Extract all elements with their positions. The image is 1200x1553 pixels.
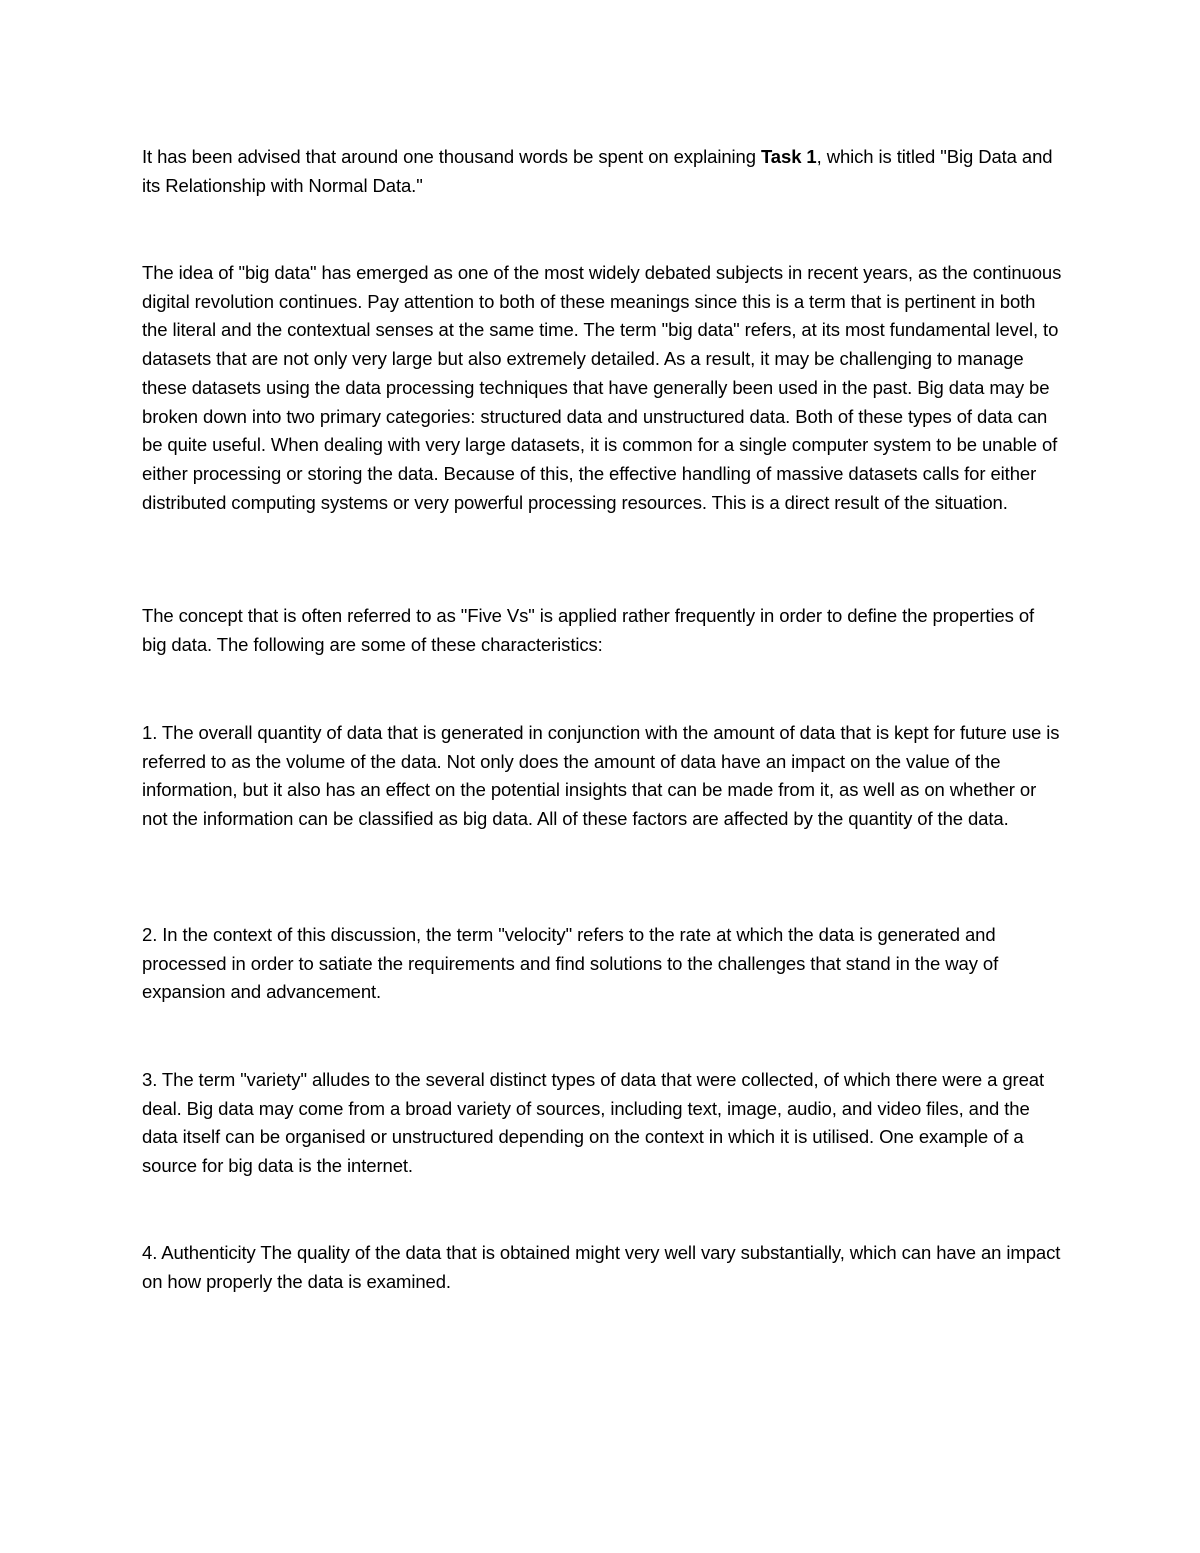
intro-text-start: It has been advised that around one thousand words be spent on explaining xyxy=(142,146,761,167)
intro-paragraph xyxy=(142,143,1062,200)
authenticity-paragraph: 4. Authenticity The quality of the data that is obtained might very well vary substantially, which can have an impact on how properly the data is examined. xyxy=(142,1242,1061,1292)
big-data-definition-paragraph: The idea of "big data" has emerged as one of the most widely debated subjects in recent years, as the continuous digital revolution continues. Pay attention to both of these meanings since this is a term that is pertinent in both the literal and the contextual senses at the same time. The term "big data" refers, at its most fundamental level, to datasets that are not only very large but also extremely detailed. As a result, it may be challenging to manage these datasets using the data processing techniques that have generally been used in the past. Big data may be broken down into two primary categories: structured data and unstructured data. Both of these types of data can be quite useful. When dealing with very large datasets, it is common for a single computer system to be unable of either processing or storing the data. Because of this, the effective handling of massive datasets calls for either distributed computing systems or very powerful processing resources. This is a direct result of the situation. xyxy=(142,262,1062,513)
task-label: Task 1 xyxy=(760,146,817,167)
variety-paragraph: 3. The term "variety" alludes to the several distinct types of data that were collected, of which there were a great deal. Big data may come from a broad variety of sources, including text, image, audio, and video files, and the data itself can be organised or unstructured depending on the context in which it is utilised. One example of a source for big data is the internet. xyxy=(142,1069,1044,1177)
velocity-paragraph: 2. In the context of this discussion, the term "velocity" refers to the rate at which the data is generated and processed in order to satiate the requirements and find solutions to the challenges that stand in the way of expansion and advancement. xyxy=(142,924,999,1003)
five-vs-intro-paragraph: The concept that is often referred to as "Five Vs" is applied rather frequently in order to define the properties of big data. The following are some of these characteristics: xyxy=(142,605,1035,655)
intro-text-end: , which is titled "Big Data and its Relationship with Normal Data." xyxy=(142,146,1053,196)
volume-paragraph: 1. The overall quantity of data that is generated in conjunction with the amount of data that is kept for future use is referred to as the volume of the data. Not only does the amount of data have an impact on the value of the information, but it also has an effect on the potential insights that can be made from it, as well as on whether or not the information can be classified as big data. All of these factors are affected by the quantity of the data. xyxy=(142,722,1060,830)
